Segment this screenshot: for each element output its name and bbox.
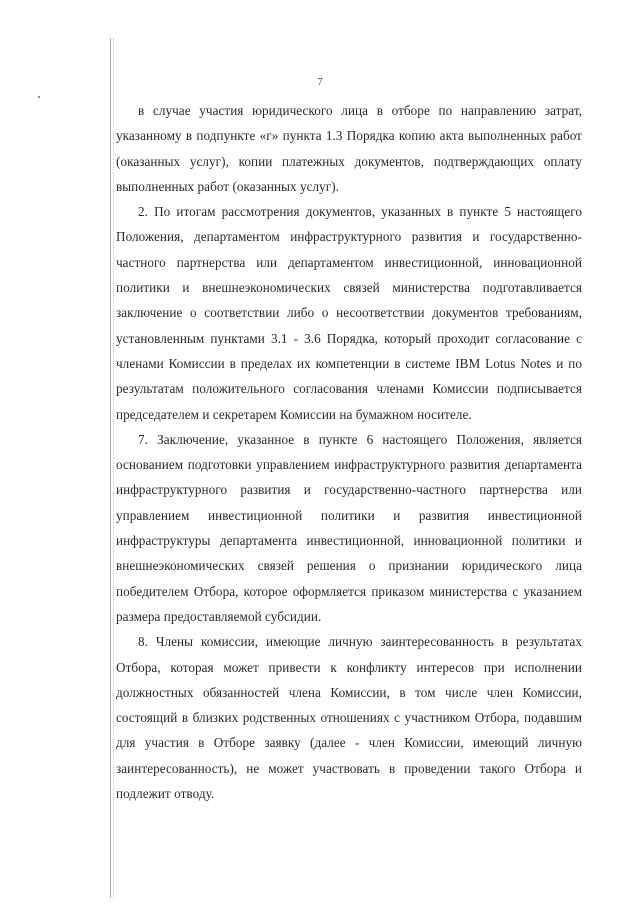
paragraph-8: 8. Члены комиссии, имеющие личную заинтересованность в результатах Отбора, которая может привести к конфликту интересов при исполнении должностных обязанностей члена Комиссии, в том числе член Комиссии, состоящий в близких родственных отношениях с участником Отбора, подавшим для участия в Отборе заявку (далее - член Комиссии, имеющий личную заинтересованность), не может участвовать в проведении такого Отбора и подлежит отводу. [116,634,582,802]
paragraph-7: 7. Заключение, указанное в пункте 6 настоящего Положения, является основанием подготовки управлением инфраструктурного развития департамента инфраструктурного развития и государственно-частного партнерства или управлением инвестиционной политики и развития инвестиционной инфраструктуры департамента инвестиционной, инновационной политики и внешнеэкономических связей решения о признании юридического лица победителем Отбора, которое оформляется приказом министерства с указанием размера предоставляемой субсидии. [116,431,582,624]
scan-speck [38,96,40,98]
page-number: 7 [317,76,323,88]
paragraph-2: 2. По итогам рассмотрения документов, указанных в пункте 5 настоящего Положения, департаментом инфраструктурного развития и государственно-частного партнерства или департаментом инвестиционной, инновационной политики и внешнеэкономических связей министерства подготавливается заключение о соответствии либо о несоответствии документов требованиям, установленным пунктами 3.1 - 3.6 Порядка, который проходит согласование с членами Комиссии в пределах их компетенции в системе IBM Lotus Notes и по результатам положительного согласования членами Комиссии подписывается председателем и секретарем Комиссии на бумажном носителе. [116,204,582,422]
binding-line-shadow [113,38,114,898]
paragraph-continuation: в случае участия юридического лица в отборе по направлению затрат, указанному в подпункте «г» пункта 1.3 Порядка копию акта выполненных работ (оказанных услуг), копии платежных документов, подтверждающих оплату выполненных работ (оказанных услуг). [116,103,582,194]
binding-line [110,38,111,898]
document-body [116,98,582,806]
